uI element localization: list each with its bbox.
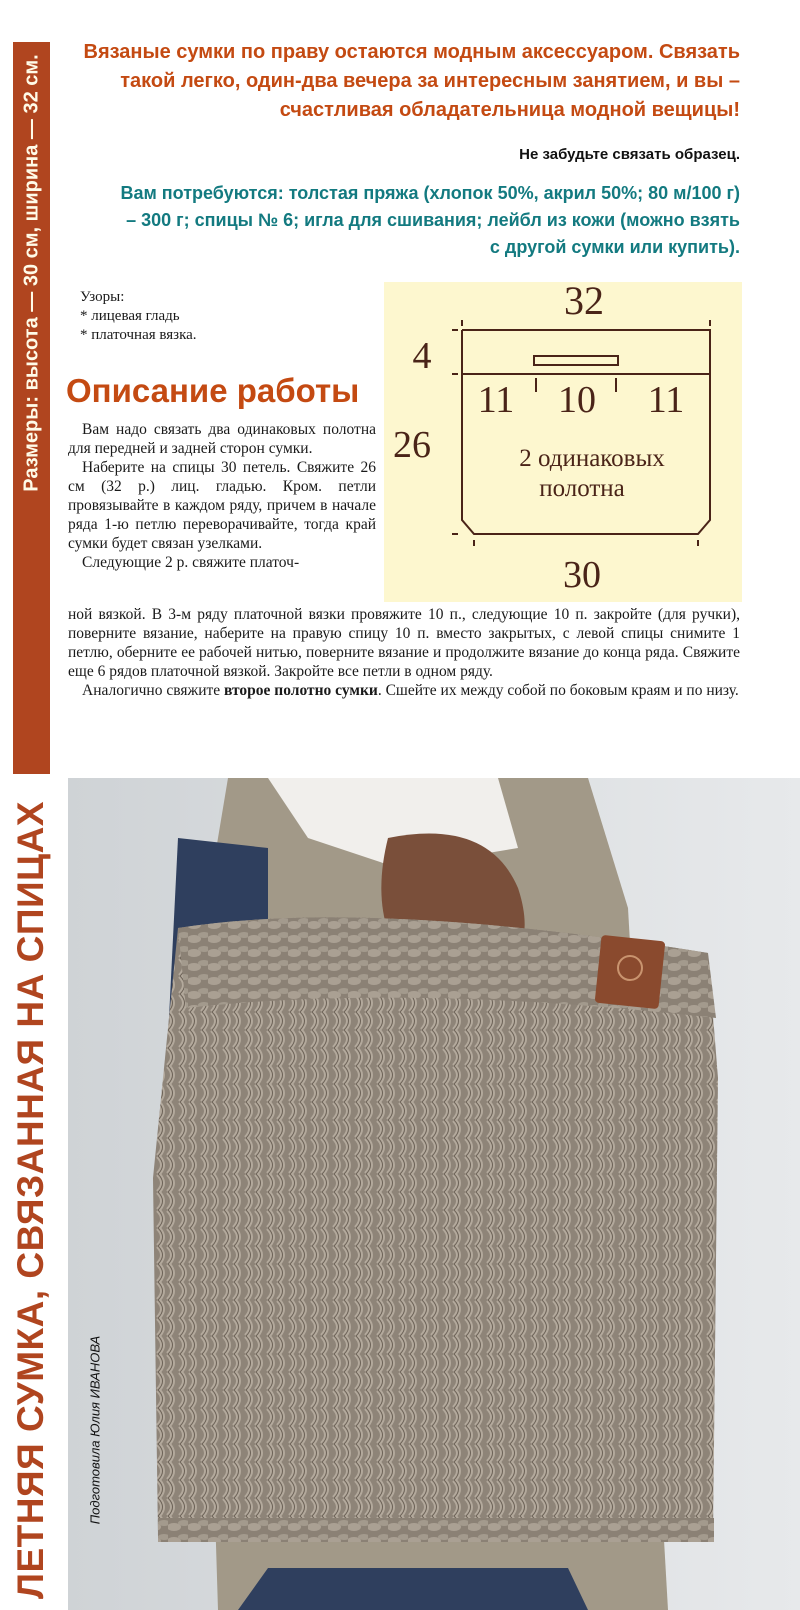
sizes-vertical-label: Размеры: высота — 30 см, ширина — 32 см. — [20, 54, 42, 492]
instruction-paragraph: Следующие 2 р. свяжите платоч- — [82, 554, 300, 571]
instructions-full — [68, 605, 740, 700]
article-title-vertical: ЛЕТНЯЯ СУМКА, СВЯЗАННАЯ НА СПИЦАХ — [10, 801, 51, 1599]
handle-slot — [534, 356, 618, 365]
leather-label — [595, 935, 666, 1009]
panel-label: полотна — [539, 475, 625, 502]
pattern-schematic — [384, 282, 742, 602]
dim-seg-left: 11 — [477, 379, 515, 421]
dim-height: 26 — [393, 424, 431, 466]
panel-outline — [462, 330, 710, 534]
materials-list: Вам потребуются: толстая пряжа (хлопок 50%, акрил 50%; 80 м/100 г) – 300 г; спицы № 6; игла для сшивания; лейбл из кожи (можно взять с другой сумки или купить). — [120, 183, 740, 257]
instruction-paragraph: Вам надо связать два одинаковых полотна для передней и задней сторон сумки. — [68, 421, 376, 457]
credit-vertical: Подготовила Юлия ИВАНОВА — [87, 1335, 103, 1525]
bag-body — [153, 917, 718, 1538]
patterns-list: Узоры: * лицевая гладь * платочная вязка. — [80, 289, 197, 343]
dim-top-width: 32 — [564, 282, 604, 323]
instruction-paragraph: Аналогично свяжите второе полотно сумки. Сшейте их между собой по боковым краям и по низу. — [82, 682, 739, 699]
dim-seg-right: 11 — [647, 379, 685, 421]
jeans-bottom — [238, 1568, 588, 1610]
section-title: Описание работы — [66, 372, 360, 409]
bag-bottom-edge — [158, 1518, 714, 1542]
instruction-paragraph: ной вязкой. В 3-м ряду платочной вязки провяжите 10 п., следующие 10 п. закройте (для ручки), поверните вязание, наберите на правую спицу 10 п. вместо закрытых, с левой спицы снимите 1 петлю, оберните ее рабочей нитью, поверните вязание и продолжите вязание до конца ряда. Свяжите еще 6 рядов платочной вязкой. Закройте все петли в одном ряду. — [68, 606, 740, 680]
schematic-svg — [384, 282, 742, 602]
dim-seg-mid: 10 — [558, 379, 596, 421]
intro-text: Вязаные сумки по праву остаются модным аксессуаром. Связать такой легко, один-два вечера за интересным занятием, и вы – счастливая обладательница модной вещицы! — [83, 41, 740, 121]
instructions-column — [68, 420, 376, 572]
knitted-bag-photo — [68, 778, 800, 1610]
gauge-reminder: Не забудьте связать образец. — [519, 146, 740, 163]
dim-top-band: 4 — [412, 335, 432, 377]
panel-label: 2 одинаковых — [519, 445, 665, 472]
dim-bottom-width: 30 — [563, 554, 601, 596]
instruction-paragraph: Наберите на спицы 30 петель. Свяжите 26 см (32 р.) лиц. гладью. Кром. петли провязывайте в каждом ряду, причем в начале ряда 1-ю петлю переворачивайте, тогда край сумки будет связан узелками. — [68, 459, 376, 552]
